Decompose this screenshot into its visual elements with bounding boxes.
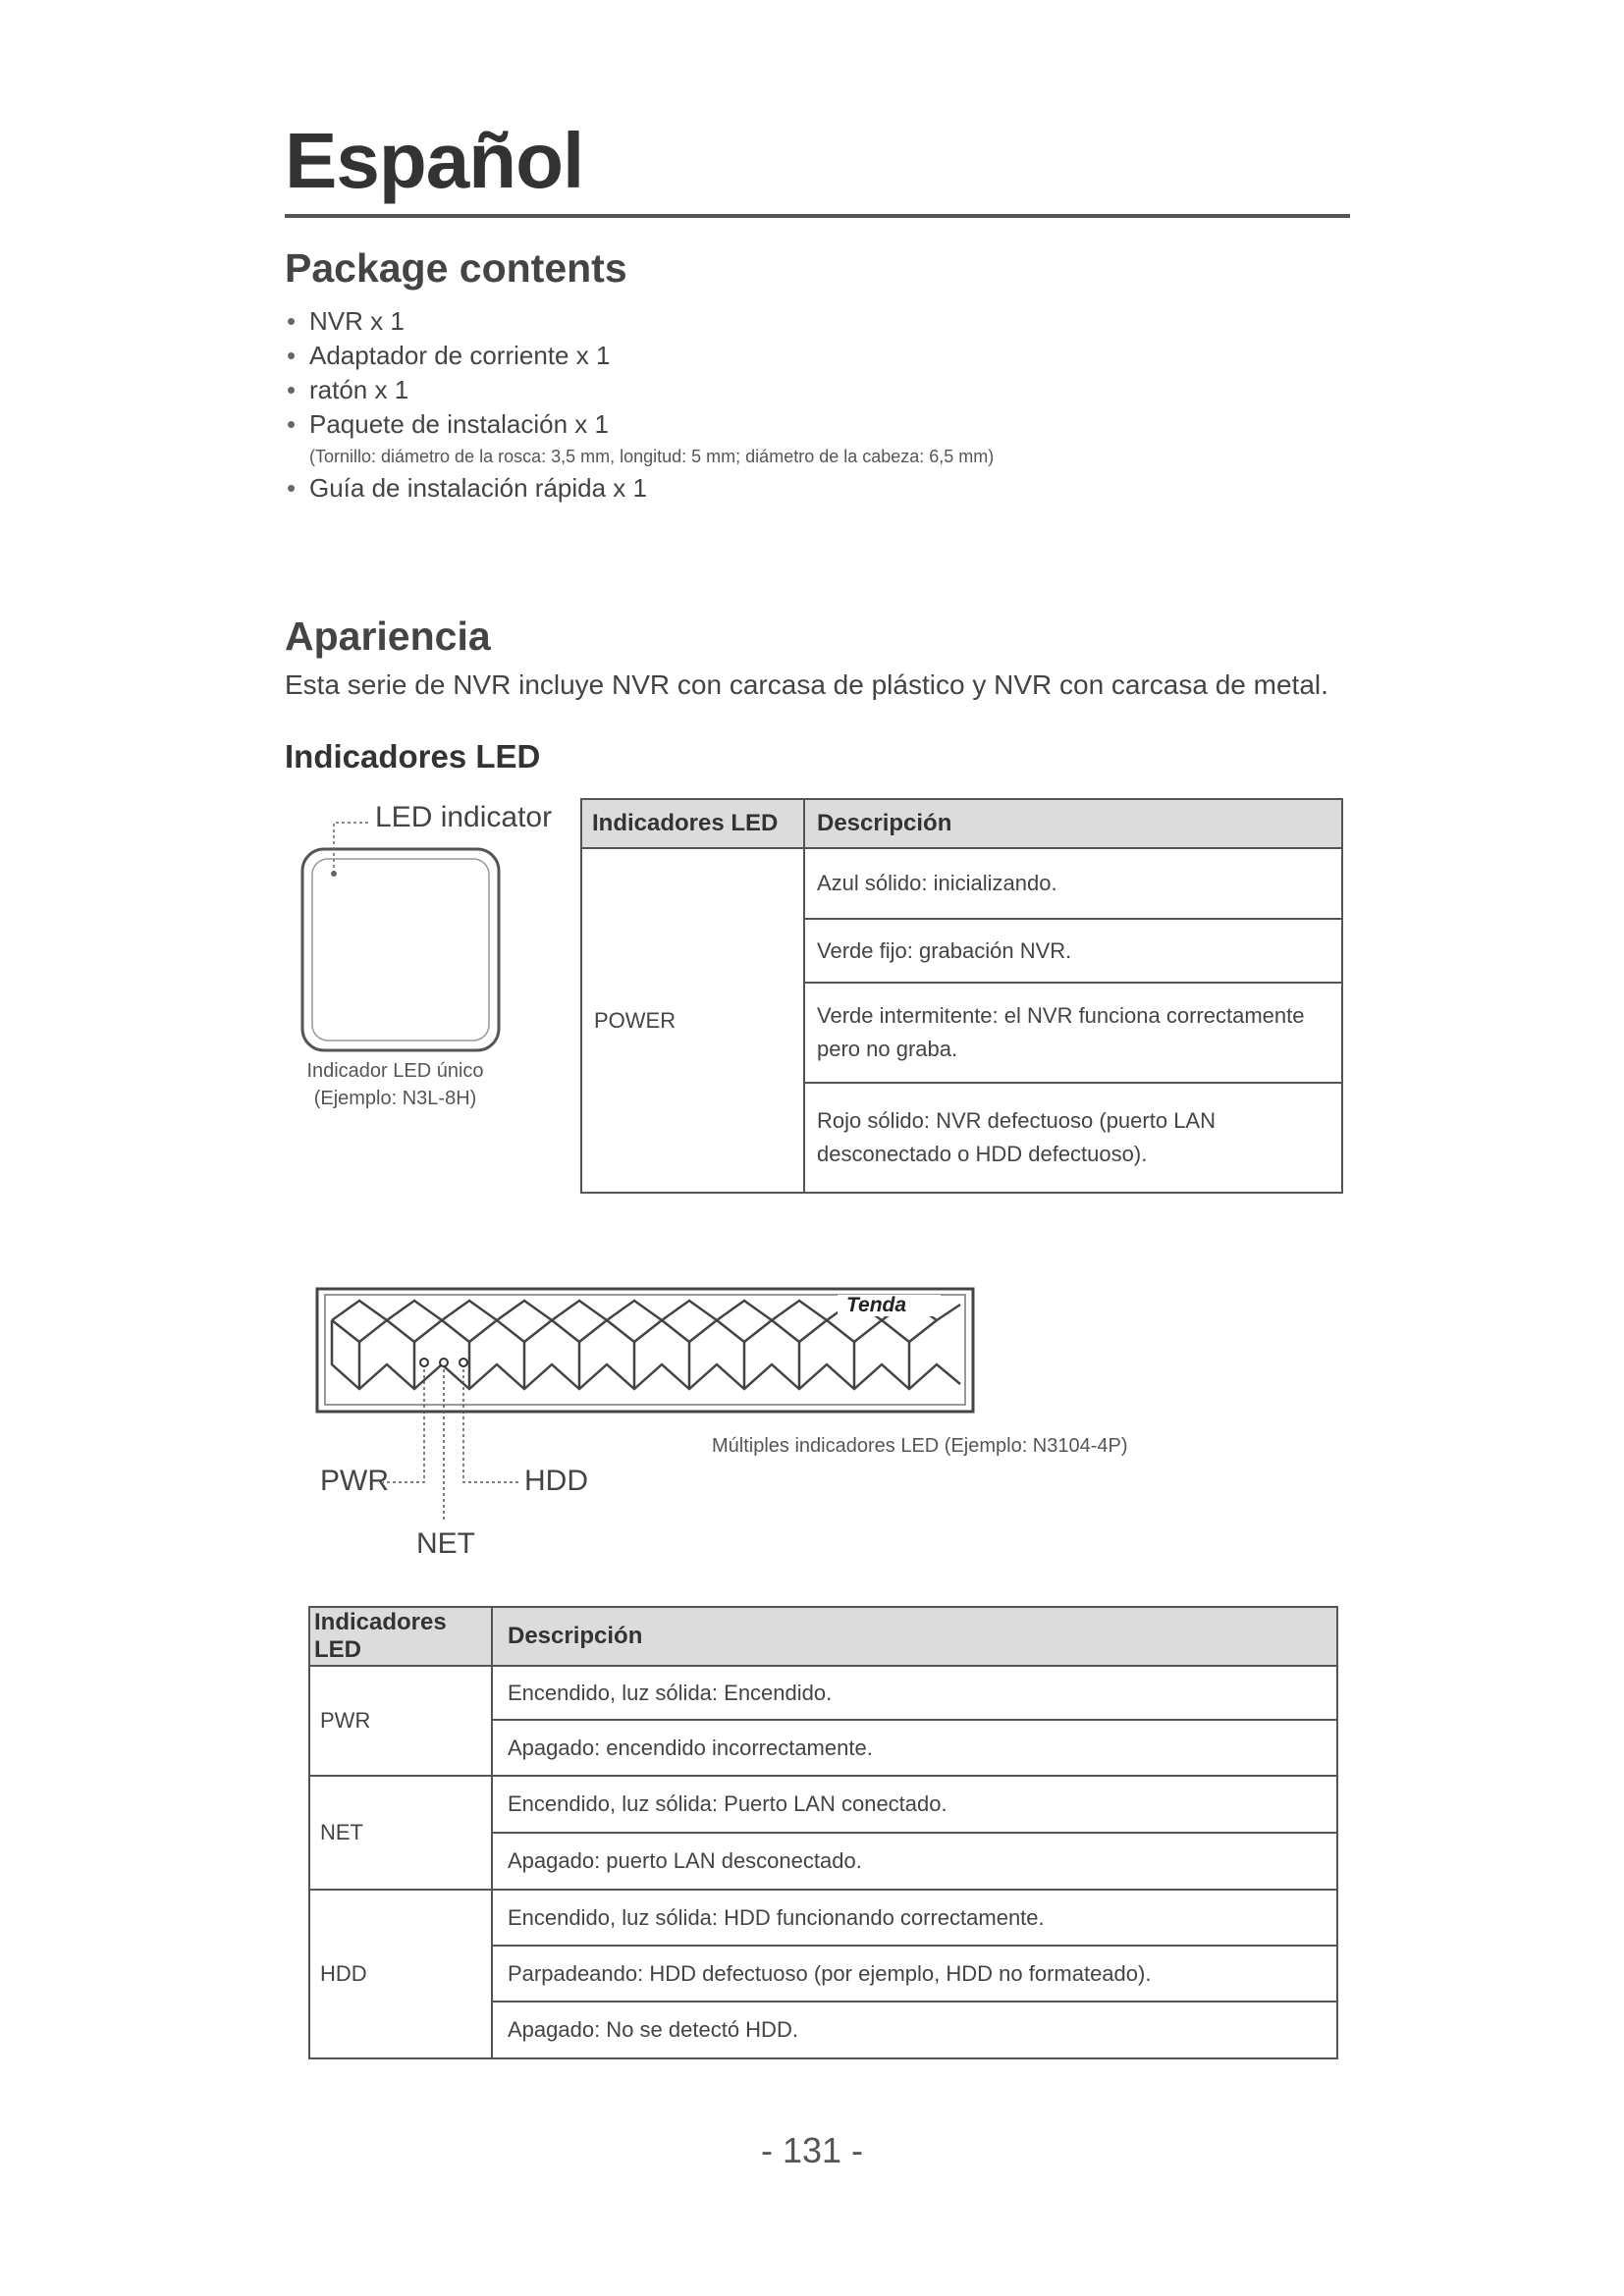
net-led-icon <box>440 1359 448 1366</box>
pwr-led-icon <box>420 1359 428 1366</box>
col-header-indicator: Indicadores LED <box>581 799 804 848</box>
package-list <box>285 304 1365 506</box>
list-item: • ratón x 1 <box>285 373 1365 407</box>
multi-led-table <box>308 1606 1338 2059</box>
label-hdd: HDD <box>524 1465 588 1497</box>
multi-led-device-illustration <box>312 1281 980 1566</box>
table-row: Encendido, luz sólida: Encendido. <box>492 1666 1337 1720</box>
multi-led-caption: Múltiples indicadores LED (Ejemplo: N3104-4P) <box>712 1435 1128 1457</box>
indicator-power: POWER <box>581 848 804 1193</box>
indicator-pwr: PWR <box>309 1666 492 1776</box>
table-row: Rojo sólido: NVR defectuoso (puerto LAN desconectado o HDD defectuoso). <box>804 1083 1342 1193</box>
screw-note: (Tornillo: diámetro de la rosca: 3,5 mm, longitud: 5 mm; diámetro de la cabeza: 6,5 mm) <box>309 447 995 466</box>
indicator-hdd: HDD <box>309 1890 492 2058</box>
table-row: Apagado: puerto LAN desconectado. <box>492 1833 1337 1890</box>
table-row: Parpadeando: HDD defectuoso (por ejemplo, HDD no formateado). <box>492 1946 1337 2002</box>
appearance-lead: Esta serie de NVR incluye NVR con carcasa de plástico y NVR con carcasa de metal. <box>285 669 1328 700</box>
led-indicator-callout: LED indicator <box>375 801 553 833</box>
list-item: • Adaptador de corriente x 1 <box>285 339 1365 373</box>
single-led-device-illustration <box>285 795 569 1060</box>
table-row: Apagado: No se detectó HDD. <box>492 2002 1337 2058</box>
list-item: • Guía de instalación rápida x 1 <box>285 471 1365 506</box>
hdd-led-icon <box>460 1359 467 1366</box>
appearance-heading: Apariencia <box>285 614 491 659</box>
single-led-caption: Indicador LED único (Ejemplo: N3L-8H) <box>306 1060 484 1109</box>
table-row: Verde fijo: grabación NVR. <box>804 919 1342 983</box>
table-row: Encendido, luz sólida: HDD funcionando correctamente. <box>492 1890 1337 1946</box>
col-header-description: Descripción <box>492 1607 1337 1666</box>
led-heading: Indicadores LED <box>285 738 541 774</box>
table-row: Encendido, luz sólida: Puerto LAN conectado. <box>492 1776 1337 1833</box>
col-header-indicator: Indicadores LED <box>309 1607 492 1666</box>
table-row: Apagado: encendido incorrectamente. <box>492 1720 1337 1776</box>
col-header-description: Descripción <box>804 799 1342 848</box>
indicator-net: NET <box>309 1776 492 1890</box>
single-led-table <box>580 798 1343 1194</box>
package-heading: Package contents <box>285 245 627 291</box>
title-divider <box>285 214 1350 218</box>
device-outline <box>302 849 499 1050</box>
list-item: • NVR x 1 <box>285 304 1365 339</box>
table-row: Verde intermitente: el NVR funciona correctamente pero no graba. <box>804 983 1342 1083</box>
table-row: Azul sólido: inicializando. <box>804 848 1342 919</box>
list-item: • Paquete de instalación x 1 <box>285 407 1365 442</box>
label-net: NET <box>416 1527 475 1560</box>
page-number: - 131 - <box>760 2130 864 2170</box>
page-title: Español <box>285 117 584 204</box>
brand-logo: Tenda <box>846 1294 907 1316</box>
label-pwr: PWR <box>320 1465 389 1497</box>
